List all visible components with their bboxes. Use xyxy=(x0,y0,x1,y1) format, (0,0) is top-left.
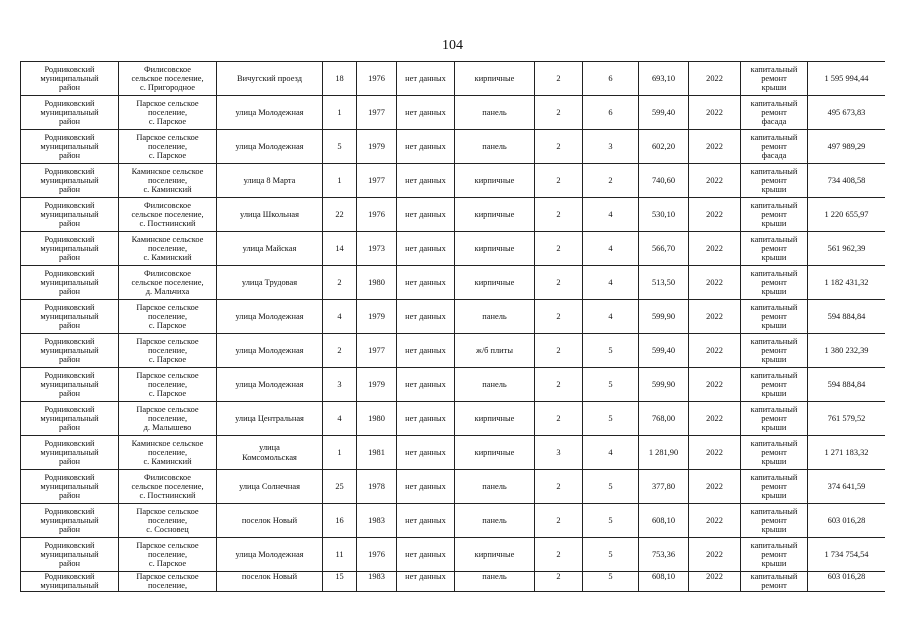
renovation-year-cell: нет данных xyxy=(397,164,455,198)
plan-year-cell: 2022 xyxy=(689,572,741,592)
plan-year-cell: 2022 xyxy=(689,266,741,300)
wall-material-cell: панель xyxy=(455,572,535,592)
cost-cell: 594 884,84 xyxy=(808,368,886,402)
renovation-year-cell: нет данных xyxy=(397,266,455,300)
wall-material-cell: кирпичные xyxy=(455,436,535,470)
cost-cell: 761 579,52 xyxy=(808,402,886,436)
cost-cell: 594 884,84 xyxy=(808,300,886,334)
house-number-cell: 15 xyxy=(323,572,357,592)
wall-material-cell: панель xyxy=(455,504,535,538)
renovation-year-cell: нет данных xyxy=(397,538,455,572)
work-type-cell: капитальный ремонт крыши xyxy=(741,368,808,402)
settlement-cell: Парское сельское поселение, с. Парское xyxy=(119,368,217,402)
area-cell: 768,00 xyxy=(639,402,689,436)
settlement-cell: Филисовское сельское поселение, с. Постнинский xyxy=(119,470,217,504)
street-cell: улица Молодежная xyxy=(217,368,323,402)
plan-year-cell: 2022 xyxy=(689,538,741,572)
street-cell: улица Центральная xyxy=(217,402,323,436)
table-row xyxy=(21,164,886,198)
year-built-cell: 1977 xyxy=(357,164,397,198)
floors-cell: 5 xyxy=(583,504,639,538)
street-cell: улица Трудовая xyxy=(217,266,323,300)
year-built-cell: 1977 xyxy=(357,334,397,368)
street-cell: улица Школьная xyxy=(217,198,323,232)
district-cell: Родниковский муниципальный район xyxy=(21,96,119,130)
cost-cell: 497 989,29 xyxy=(808,130,886,164)
entrances-cell: 2 xyxy=(535,164,583,198)
settlement-cell: Филисовское сельское поселение, с. Постнинский xyxy=(119,198,217,232)
house-number-cell: 2 xyxy=(323,266,357,300)
street-cell: улица Молодежная xyxy=(217,96,323,130)
table-row xyxy=(21,538,886,572)
district-cell: Родниковский муниципальный район xyxy=(21,436,119,470)
table-row xyxy=(21,504,886,538)
area-cell: 599,90 xyxy=(639,300,689,334)
street-cell: улица 8 Марта xyxy=(217,164,323,198)
plan-year-cell: 2022 xyxy=(689,470,741,504)
year-built-cell: 1979 xyxy=(357,300,397,334)
year-built-cell: 1979 xyxy=(357,130,397,164)
house-number-cell: 1 xyxy=(323,96,357,130)
table-row xyxy=(21,436,886,470)
cost-cell: 1 380 232,39 xyxy=(808,334,886,368)
entrances-cell: 2 xyxy=(535,232,583,266)
housing-table-container xyxy=(20,61,885,593)
floors-cell: 3 xyxy=(583,130,639,164)
wall-material-cell: кирпичные xyxy=(455,198,535,232)
area-cell: 602,20 xyxy=(639,130,689,164)
year-built-cell: 1977 xyxy=(357,96,397,130)
work-type-cell: капитальный ремонт крыши xyxy=(741,232,808,266)
plan-year-cell: 2022 xyxy=(689,164,741,198)
work-type-cell: капитальный ремонт крыши xyxy=(741,334,808,368)
house-number-cell: 16 xyxy=(323,504,357,538)
cost-cell: 1 595 994,44 xyxy=(808,62,886,96)
cost-cell: 734 408,58 xyxy=(808,164,886,198)
wall-material-cell: панель xyxy=(455,96,535,130)
area-cell: 377,80 xyxy=(639,470,689,504)
work-type-cell: капитальный ремонт крыши xyxy=(741,402,808,436)
cost-cell: 603 016,28 xyxy=(808,504,886,538)
entrances-cell: 2 xyxy=(535,62,583,96)
plan-year-cell: 2022 xyxy=(689,402,741,436)
floors-cell: 5 xyxy=(583,572,639,592)
plan-year-cell: 2022 xyxy=(689,96,741,130)
district-cell: Родниковский муниципальный район xyxy=(21,198,119,232)
plan-year-cell: 2022 xyxy=(689,436,741,470)
year-built-cell: 1979 xyxy=(357,368,397,402)
district-cell: Родниковский муниципальный район xyxy=(21,266,119,300)
wall-material-cell: кирпичные xyxy=(455,232,535,266)
plan-year-cell: 2022 xyxy=(689,368,741,402)
district-cell: Родниковский муниципальный район xyxy=(21,470,119,504)
house-number-cell: 4 xyxy=(323,300,357,334)
renovation-year-cell: нет данных xyxy=(397,402,455,436)
street-cell: улица Солнечная xyxy=(217,470,323,504)
plan-year-cell: 2022 xyxy=(689,300,741,334)
work-type-cell: капитальный ремонт фасада xyxy=(741,130,808,164)
house-number-cell: 4 xyxy=(323,402,357,436)
renovation-year-cell: нет данных xyxy=(397,470,455,504)
settlement-cell: Парское сельское поселение, с. Сосновец xyxy=(119,504,217,538)
floors-cell: 4 xyxy=(583,266,639,300)
table-row xyxy=(21,470,886,504)
table-row xyxy=(21,130,886,164)
wall-material-cell: кирпичные xyxy=(455,62,535,96)
year-built-cell: 1983 xyxy=(357,572,397,592)
year-built-cell: 1980 xyxy=(357,402,397,436)
work-type-cell: капитальный ремонт крыши xyxy=(741,300,808,334)
settlement-cell: Парское сельское поселение, с. Парское xyxy=(119,96,217,130)
settlement-cell: Парское сельское поселение, д. Малышево xyxy=(119,402,217,436)
settlement-cell: Каминское сельское поселение, с. Каминский xyxy=(119,436,217,470)
wall-material-cell: ж/б плиты xyxy=(455,334,535,368)
area-cell: 599,90 xyxy=(639,368,689,402)
district-cell: Родниковский муниципальный район xyxy=(21,538,119,572)
floors-cell: 6 xyxy=(583,96,639,130)
district-cell: Родниковский муниципальный район xyxy=(21,368,119,402)
plan-year-cell: 2022 xyxy=(689,504,741,538)
wall-material-cell: кирпичные xyxy=(455,538,535,572)
street-cell: улица Молодежная xyxy=(217,334,323,368)
area-cell: 608,10 xyxy=(639,504,689,538)
work-type-cell: капитальный ремонт фасада xyxy=(741,96,808,130)
floors-cell: 4 xyxy=(583,232,639,266)
renovation-year-cell: нет данных xyxy=(397,232,455,266)
area-cell: 513,50 xyxy=(639,266,689,300)
renovation-year-cell: нет данных xyxy=(397,300,455,334)
table-row xyxy=(21,232,886,266)
plan-year-cell: 2022 xyxy=(689,334,741,368)
area-cell: 693,10 xyxy=(639,62,689,96)
work-type-cell: капитальный ремонт xyxy=(741,572,808,592)
area-cell: 566,70 xyxy=(639,232,689,266)
area-cell: 608,10 xyxy=(639,572,689,592)
district-cell: Родниковский муниципальный район xyxy=(21,504,119,538)
floors-cell: 5 xyxy=(583,334,639,368)
settlement-cell: Каминское сельское поселение, с. Каминский xyxy=(119,164,217,198)
work-type-cell: капитальный ремонт крыши xyxy=(741,266,808,300)
renovation-year-cell: нет данных xyxy=(397,198,455,232)
plan-year-cell: 2022 xyxy=(689,198,741,232)
cost-cell: 1 734 754,54 xyxy=(808,538,886,572)
entrances-cell: 2 xyxy=(535,334,583,368)
wall-material-cell: панель xyxy=(455,470,535,504)
district-cell: Родниковский муниципальный район xyxy=(21,62,119,96)
cost-cell: 561 962,39 xyxy=(808,232,886,266)
work-type-cell: капитальный ремонт крыши xyxy=(741,198,808,232)
renovation-year-cell: нет данных xyxy=(397,334,455,368)
street-cell: поселок Новый xyxy=(217,504,323,538)
district-cell: Родниковский муниципальный район xyxy=(21,300,119,334)
wall-material-cell: панель xyxy=(455,368,535,402)
street-cell: поселок Новый xyxy=(217,572,323,592)
entrances-cell: 2 xyxy=(535,368,583,402)
cost-cell: 1 271 183,32 xyxy=(808,436,886,470)
area-cell: 740,60 xyxy=(639,164,689,198)
work-type-cell: капитальный ремонт крыши xyxy=(741,504,808,538)
house-number-cell: 2 xyxy=(323,334,357,368)
floors-cell: 4 xyxy=(583,300,639,334)
renovation-year-cell: нет данных xyxy=(397,436,455,470)
table-row xyxy=(21,96,886,130)
house-number-cell: 14 xyxy=(323,232,357,266)
table-row xyxy=(21,334,886,368)
plan-year-cell: 2022 xyxy=(689,130,741,164)
district-cell: Родниковский муниципальный район xyxy=(21,164,119,198)
district-cell: Родниковский муниципальный район xyxy=(21,232,119,266)
street-cell: улица Молодежная xyxy=(217,538,323,572)
district-cell: Родниковский муниципальный район xyxy=(21,130,119,164)
table-row xyxy=(21,572,886,592)
entrances-cell: 2 xyxy=(535,300,583,334)
entrances-cell: 2 xyxy=(535,504,583,538)
settlement-cell: Филисовское сельское поселение, д. Мальчиха xyxy=(119,266,217,300)
year-built-cell: 1980 xyxy=(357,266,397,300)
table-row xyxy=(21,300,886,334)
year-built-cell: 1973 xyxy=(357,232,397,266)
table-row xyxy=(21,266,886,300)
entrances-cell: 2 xyxy=(535,96,583,130)
district-cell: Родниковский муниципальный район xyxy=(21,402,119,436)
year-built-cell: 1981 xyxy=(357,436,397,470)
area-cell: 599,40 xyxy=(639,96,689,130)
district-cell: Родниковский муниципальный район xyxy=(21,334,119,368)
renovation-year-cell: нет данных xyxy=(397,62,455,96)
renovation-year-cell: нет данных xyxy=(397,96,455,130)
district-cell: Родниковский муниципальный xyxy=(21,572,119,592)
entrances-cell: 2 xyxy=(535,130,583,164)
year-built-cell: 1983 xyxy=(357,504,397,538)
work-type-cell: капитальный ремонт крыши xyxy=(741,62,808,96)
table-row xyxy=(21,368,886,402)
settlement-cell: Парское сельское поселение, с. Парское xyxy=(119,300,217,334)
house-number-cell: 1 xyxy=(323,164,357,198)
settlement-cell: Филисовское сельское поселение, с. Пригородное xyxy=(119,62,217,96)
cost-cell: 603 016,28 xyxy=(808,572,886,592)
area-cell: 530,10 xyxy=(639,198,689,232)
floors-cell: 5 xyxy=(583,402,639,436)
year-built-cell: 1976 xyxy=(357,62,397,96)
renovation-year-cell: нет данных xyxy=(397,368,455,402)
street-cell: улица Молодежная xyxy=(217,130,323,164)
entrances-cell: 2 xyxy=(535,198,583,232)
housing-table xyxy=(20,61,885,592)
entrances-cell: 2 xyxy=(535,538,583,572)
floors-cell: 6 xyxy=(583,62,639,96)
year-built-cell: 1978 xyxy=(357,470,397,504)
floors-cell: 5 xyxy=(583,368,639,402)
floors-cell: 2 xyxy=(583,164,639,198)
street-cell: Вичугский проезд xyxy=(217,62,323,96)
year-built-cell: 1976 xyxy=(357,538,397,572)
area-cell: 599,40 xyxy=(639,334,689,368)
work-type-cell: капитальный ремонт крыши xyxy=(741,164,808,198)
wall-material-cell: кирпичные xyxy=(455,164,535,198)
area-cell: 753,36 xyxy=(639,538,689,572)
street-cell: улица Комсомольская xyxy=(217,436,323,470)
table-row xyxy=(21,198,886,232)
street-cell: улица Молодежная xyxy=(217,300,323,334)
entrances-cell: 2 xyxy=(535,470,583,504)
work-type-cell: капитальный ремонт крыши xyxy=(741,436,808,470)
house-number-cell: 3 xyxy=(323,368,357,402)
house-number-cell: 22 xyxy=(323,198,357,232)
plan-year-cell: 2022 xyxy=(689,62,741,96)
cost-cell: 374 641,59 xyxy=(808,470,886,504)
page-number: 104 xyxy=(442,38,463,53)
work-type-cell: капитальный ремонт крыши xyxy=(741,538,808,572)
house-number-cell: 5 xyxy=(323,130,357,164)
house-number-cell: 1 xyxy=(323,436,357,470)
renovation-year-cell: нет данных xyxy=(397,504,455,538)
settlement-cell: Парское сельское поселение, xyxy=(119,572,217,592)
floors-cell: 4 xyxy=(583,436,639,470)
cost-cell: 495 673,83 xyxy=(808,96,886,130)
work-type-cell: капитальный ремонт крыши xyxy=(741,470,808,504)
wall-material-cell: панель xyxy=(455,130,535,164)
street-cell: улица Майская xyxy=(217,232,323,266)
house-number-cell: 11 xyxy=(323,538,357,572)
entrances-cell: 2 xyxy=(535,572,583,592)
wall-material-cell: кирпичные xyxy=(455,402,535,436)
table-row xyxy=(21,62,886,96)
settlement-cell: Парское сельское поселение, с. Парское xyxy=(119,130,217,164)
area-cell: 1 281,90 xyxy=(639,436,689,470)
entrances-cell: 3 xyxy=(535,436,583,470)
wall-material-cell: кирпичные xyxy=(455,266,535,300)
renovation-year-cell: нет данных xyxy=(397,572,455,592)
plan-year-cell: 2022 xyxy=(689,232,741,266)
house-number-cell: 25 xyxy=(323,470,357,504)
settlement-cell: Каминское сельское поселение, с. Каминский xyxy=(119,232,217,266)
wall-material-cell: панель xyxy=(455,300,535,334)
entrances-cell: 2 xyxy=(535,266,583,300)
table-row xyxy=(21,402,886,436)
house-number-cell: 18 xyxy=(323,62,357,96)
floors-cell: 4 xyxy=(583,198,639,232)
renovation-year-cell: нет данных xyxy=(397,130,455,164)
settlement-cell: Парское сельское поселение, с. Парское xyxy=(119,334,217,368)
settlement-cell: Парское сельское поселение, с. Парское xyxy=(119,538,217,572)
entrances-cell: 2 xyxy=(535,402,583,436)
cost-cell: 1 182 431,32 xyxy=(808,266,886,300)
year-built-cell: 1976 xyxy=(357,198,397,232)
floors-cell: 5 xyxy=(583,538,639,572)
cost-cell: 1 220 655,97 xyxy=(808,198,886,232)
floors-cell: 5 xyxy=(583,470,639,504)
